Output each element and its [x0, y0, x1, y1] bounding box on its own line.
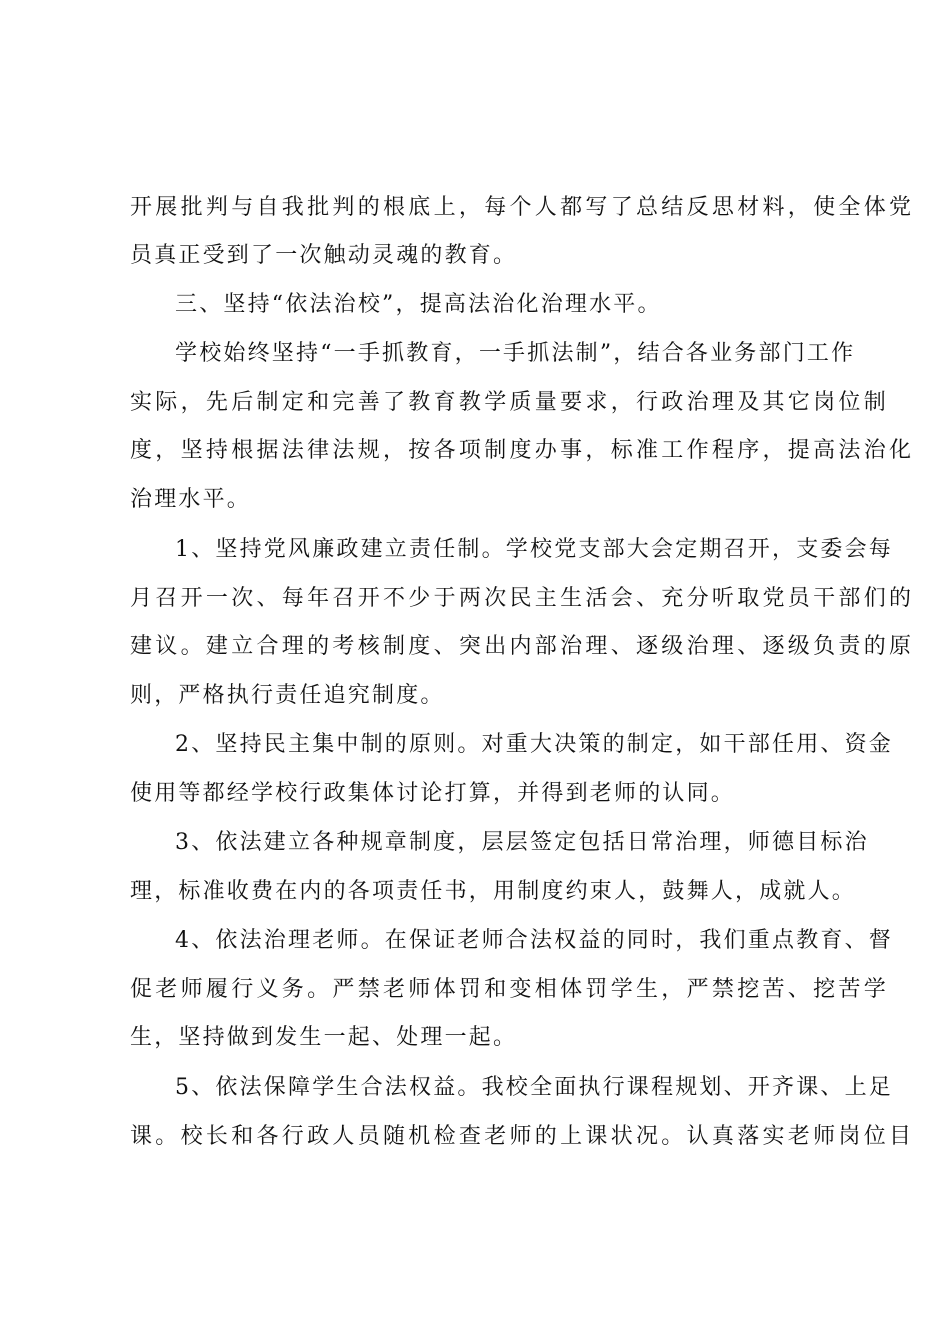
text-line: 使用等都经学校行政集体讨论打算，并得到老师的认同。	[130, 781, 736, 806]
text-line: 促老师履行义务。严禁老师体罚和变相体罚学生，严禁挖苦、挖苦学	[130, 977, 890, 1002]
text-line: 度，坚持根据法律法规，按各项制度办事，标准工作程序，提高法治化	[130, 438, 915, 463]
text-line: 学校始终坚持“一手抓教育，一手抓法制”，结合各业务部门工作	[175, 341, 856, 366]
text-line: 治理水平。	[130, 487, 252, 512]
text-line: 2、坚持民主集中制的原则。对重大决策的制定，如干部任用、资金	[175, 732, 893, 757]
text-line: 理，标准收费在内的各项责任书，用制度约束人，鼓舞人，成就人。	[130, 879, 857, 904]
text-line: 生，坚持做到发生一起、处理一起。	[130, 1025, 518, 1050]
text-line: 建议。建立合理的考核制度、突出内部治理、逐级治理、逐级负责的原	[130, 634, 915, 659]
text-line: 3、依法建立各种规章制度，层层签定包括日常治理，师德目标治	[175, 830, 869, 855]
text-line: 1、坚持党风廉政建立责任制。学校党支部大会定期召开，支委会每	[175, 537, 893, 562]
text-line: 开展批判与自我批判的根底上，每个人都写了总结反思材料，使全体党	[130, 195, 915, 220]
text-line: 员真正受到了一次触动灵魂的教育。	[130, 243, 518, 268]
text-line: 则，严格执行责任追究制度。	[130, 683, 445, 708]
text-line: 5、依法保障学生合法权益。我校全面执行课程规划、开齐课、上足	[175, 1075, 893, 1100]
text-line: 4、依法治理老师。在保证老师合法权益的同时，我们重点教育、督	[175, 928, 893, 953]
text-line: 月召开一次、每年召开不少于两次民主生活会、充分听取党员干部们的	[130, 586, 915, 611]
text-line: 实际，先后制定和完善了教育教学质量要求，行政治理及其它岗位制	[130, 390, 890, 415]
section-heading: 三、坚持“依法治校”，提高法治化治理水平。	[175, 292, 662, 317]
text-line: 课。校长和各行政人员随机检查老师的上课状况。认真落实老师岗位目	[130, 1124, 915, 1149]
